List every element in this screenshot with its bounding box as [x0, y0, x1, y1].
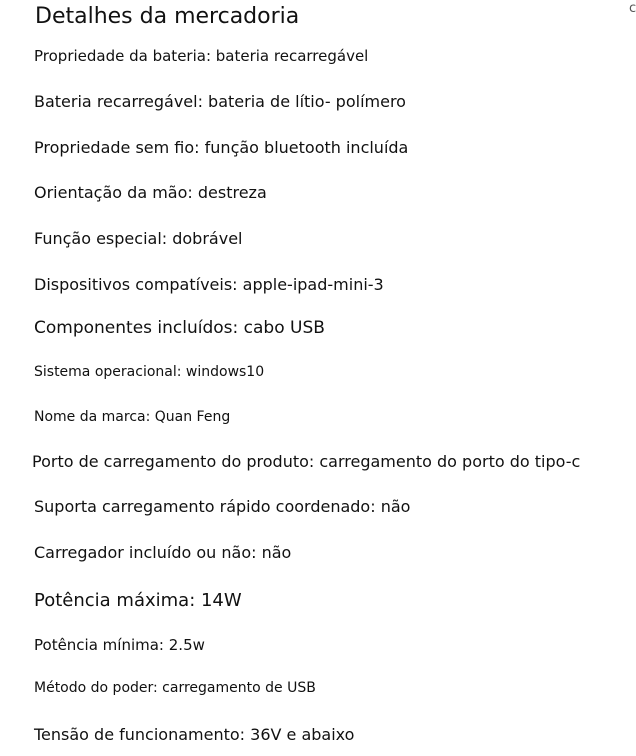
detail-line: Porto de carregamento do produto: carregamento do porto do tipo-c [32, 452, 581, 471]
detail-line: Potência mínima: 2.5w [34, 636, 205, 654]
cropped-edge-character: c [629, 1, 636, 16]
detail-line: Potência máxima: 14W [34, 590, 242, 611]
detail-line: Tensão de funcionamento: 36V e abaixo [34, 725, 355, 744]
detail-line: Sistema operacional: windows10 [34, 364, 265, 380]
detail-line: Propriedade sem fio: função bluetooth incluída [34, 138, 409, 157]
detail-line: Nome da marca: Quan Feng [34, 409, 231, 425]
detail-line: Função especial: dobrável [34, 229, 243, 248]
detail-line: Bateria recarregável: bateria de lítio- polímero [34, 92, 406, 111]
detail-line: Propriedade da bateria: bateria recarregável [34, 47, 369, 65]
page-title: Detalhes da mercadoria [35, 4, 300, 29]
detail-line: Orientação da mão: destreza [34, 183, 267, 202]
detail-line: Carregador incluído ou não: não [34, 543, 292, 562]
detail-line: Método do poder: carregamento de USB [34, 680, 316, 696]
detail-line: Componentes incluídos: cabo USB [34, 318, 325, 338]
detail-line: Dispositivos compatíveis: apple-ipad-mini-3 [34, 275, 384, 294]
detail-line: Suporta carregamento rápido coordenado: não [34, 497, 411, 516]
